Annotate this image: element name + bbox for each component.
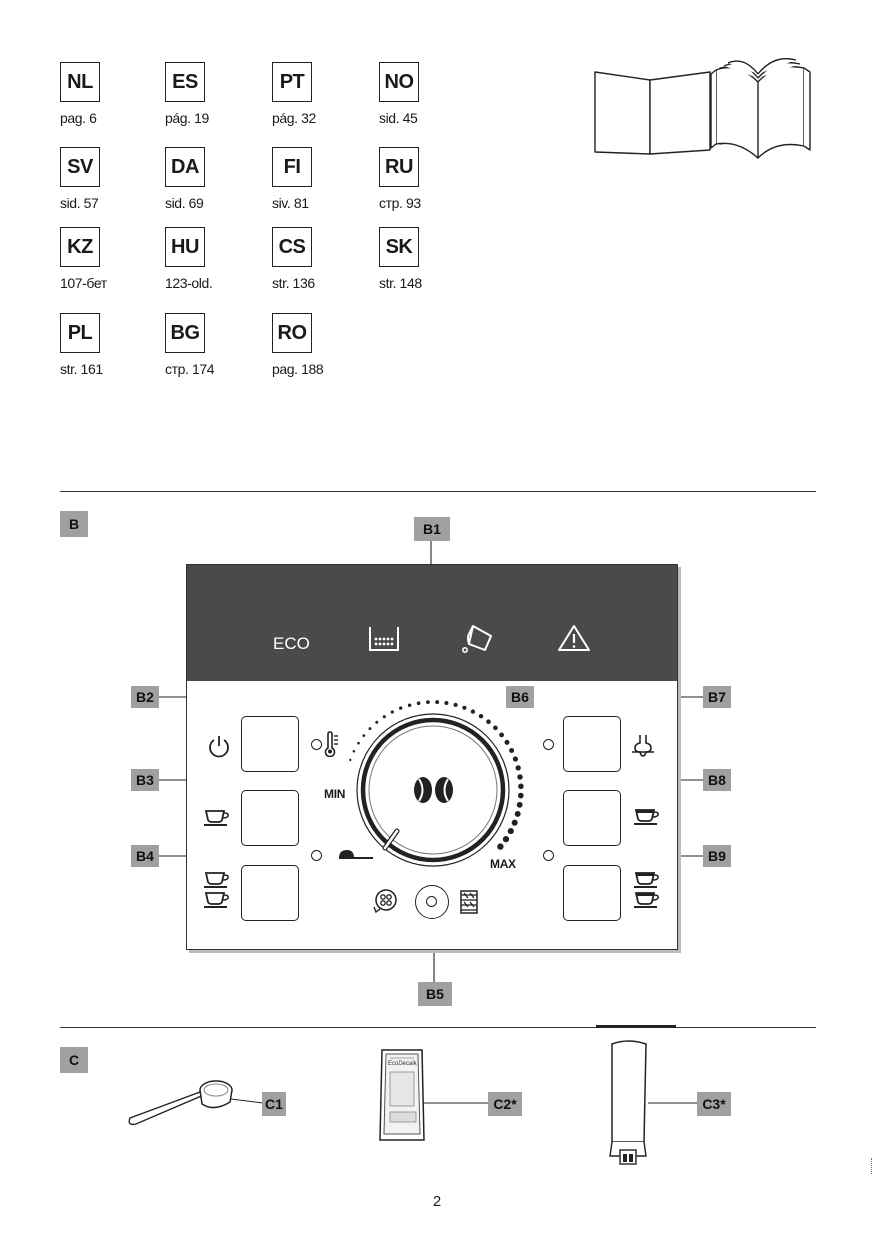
lang-page-sk: str. 148 [379, 275, 422, 291]
lang-code-hu[interactable]: HU [165, 227, 205, 267]
callout-b5: B5 [418, 982, 452, 1006]
callout-b8: B8 [703, 769, 731, 791]
lang-code-ro[interactable]: RO [272, 313, 312, 353]
section-c-divider-accent [596, 1025, 676, 1028]
callout-c2: C2* [488, 1092, 522, 1116]
lang-code-no[interactable]: NO [379, 62, 419, 102]
callout-b1: B1 [414, 517, 450, 541]
dial-scale-dot [435, 700, 439, 704]
dial-scale-dot [509, 748, 514, 753]
dial-scale-dot [349, 759, 351, 761]
lang-code-es[interactable]: ES [165, 62, 205, 102]
dial-scale-dot [517, 802, 523, 808]
dial-scale-dot [518, 793, 524, 799]
dial-scale-dot [444, 701, 448, 705]
measuring-scoop-image [124, 1074, 244, 1130]
dial-scale-dot [426, 700, 430, 704]
lang-page-bg: стр. 174 [165, 361, 215, 377]
dial-scale-dot [517, 774, 522, 779]
rinse-icon [371, 887, 399, 915]
callout-b3: B3 [131, 769, 159, 791]
power-icon [207, 734, 231, 758]
warning-icon [557, 623, 591, 653]
dial-scale-dot [499, 732, 504, 737]
lang-code-cs[interactable]: CS [272, 227, 312, 267]
double-long-cup-icon [633, 871, 663, 911]
lang-page-hu: 123-old. [165, 275, 213, 291]
section-b-label: B [60, 511, 88, 537]
dial-scale-dot [399, 706, 402, 709]
lang-page-es: pág. 19 [165, 110, 209, 126]
descaler-brand-text: EcoDecalk [388, 1061, 417, 1067]
dial-scale-dot [515, 811, 521, 817]
dial-scale-dot [486, 719, 491, 724]
single-coffee-button[interactable] [241, 790, 299, 846]
rinse-button[interactable] [415, 885, 449, 919]
dial-scale-dot [508, 828, 514, 834]
lang-code-nl[interactable]: NL [60, 62, 100, 102]
section-c-divider [60, 1027, 816, 1028]
page-number: 2 [432, 1193, 442, 1210]
dial-scale-dot [383, 715, 386, 718]
lang-code-pt[interactable]: PT [272, 62, 312, 102]
dial-scale-dot [503, 836, 509, 842]
lang-code-pl[interactable]: PL [60, 313, 100, 353]
water-filter-icon [459, 888, 479, 916]
callout-c3: C3* [697, 1092, 731, 1116]
double-coffee-button[interactable] [241, 865, 299, 921]
steam-icon [631, 733, 655, 759]
control-panel [186, 564, 678, 950]
lang-code-fi[interactable]: FI [272, 147, 312, 187]
power-button[interactable] [241, 716, 299, 772]
display-screen [187, 565, 677, 681]
crop-mark [871, 1158, 872, 1174]
dial-scale-dot [454, 703, 458, 707]
grounds-container-icon [459, 622, 499, 656]
steam-button[interactable] [563, 716, 621, 772]
dial-scale-dot [353, 750, 356, 753]
dial-scale-dot [518, 784, 524, 790]
lang-page-nl: pag. 6 [60, 110, 97, 126]
dial-scale-dot [462, 706, 466, 710]
lang-code-sk[interactable]: SK [379, 227, 419, 267]
section-c-label: C [60, 1047, 88, 1073]
dial-scale-dot [479, 714, 483, 718]
single-long-coffee-button[interactable] [563, 790, 621, 846]
dial-scale-dot [408, 703, 412, 707]
dial-scale-dot [362, 734, 365, 737]
double-long-coffee-button[interactable] [563, 865, 621, 921]
dial-scale-dot [471, 709, 475, 713]
callout-b4: B4 [131, 845, 159, 867]
lang-code-ru[interactable]: RU [379, 147, 419, 187]
descale-icon [367, 625, 401, 653]
single-long-cup-icon [633, 808, 663, 826]
dial-scale-dot [512, 820, 518, 826]
lang-code-bg[interactable]: BG [165, 313, 205, 353]
lang-page-ru: стр. 93 [379, 195, 421, 211]
lang-code-sv[interactable]: SV [60, 147, 100, 187]
lang-code-kz[interactable]: KZ [60, 227, 100, 267]
callout-c1: C1 [262, 1092, 286, 1116]
eco-indicator: ECO [273, 634, 310, 653]
callout-b9: B9 [703, 845, 731, 867]
callout-b6: B6 [506, 686, 534, 708]
dial-scale-dot [513, 756, 518, 761]
ground-coffee-led [311, 850, 322, 861]
dial-scale-dot [505, 740, 510, 745]
dial-scale-dot [357, 742, 360, 745]
dial-min-label: MIN [324, 787, 346, 801]
dial-scale-dot [493, 726, 498, 731]
callout-b2: B2 [131, 686, 159, 708]
dial-scale-dot [369, 727, 372, 730]
lang-page-kz: 107-бет [60, 275, 107, 291]
lang-page-ro: pag. 188 [272, 361, 324, 377]
lang-page-cs: str. 136 [272, 275, 315, 291]
temperature-led [311, 739, 322, 750]
lang-page-da: sid. 69 [165, 195, 204, 211]
dial-scale-dot [516, 765, 521, 770]
water-filter-image [604, 1038, 652, 1170]
dial-scale-dot [417, 701, 421, 705]
callout-b7: B7 [703, 686, 731, 708]
dial-scale-dot [375, 721, 378, 724]
double-cup-icon [203, 871, 231, 911]
descaler-package-image [376, 1046, 428, 1146]
dial-max-label: MAX [490, 857, 516, 871]
single-cup-icon [203, 809, 231, 827]
lang-page-pl: str. 161 [60, 361, 103, 377]
lang-code-da[interactable]: DA [165, 147, 205, 187]
dial-scale-dot [497, 843, 503, 849]
lang-page-sv: sid. 57 [60, 195, 99, 211]
lang-page-pt: pág. 32 [272, 110, 316, 126]
lang-page-fi: siv. 81 [272, 195, 309, 211]
dial-scale-dot [391, 710, 394, 713]
lang-page-no: sid. 45 [379, 110, 418, 126]
